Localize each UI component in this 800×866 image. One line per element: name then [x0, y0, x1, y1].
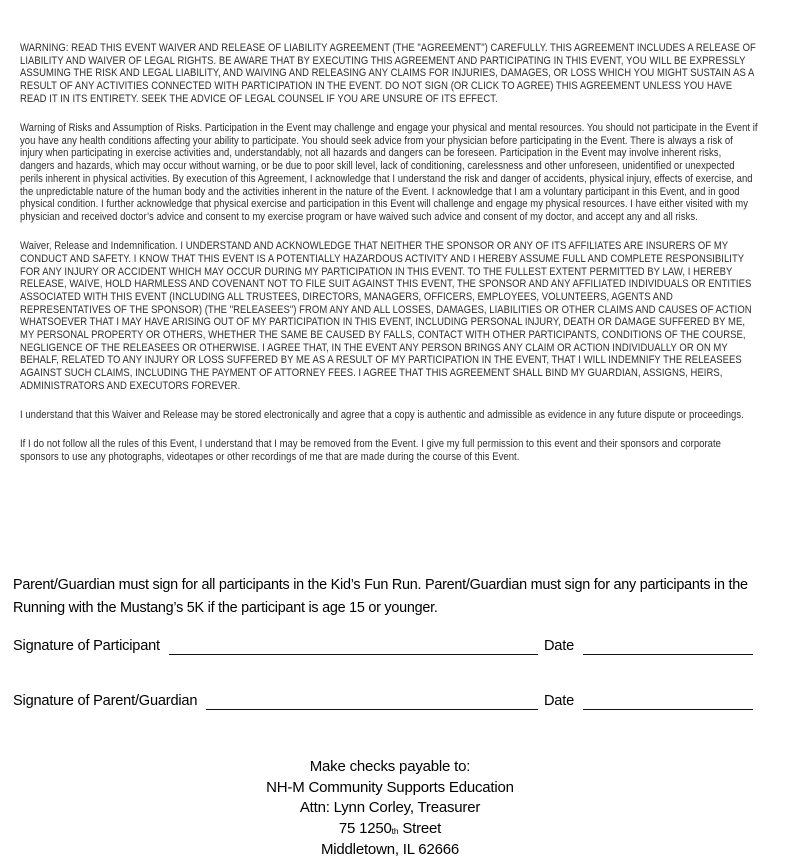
- paragraph-rules-media-permission: If I do not follow all the rules of this Event, I understand that I may be removed from the Event. I give my full permission to this event and their sponsors and corporate sponsors to use any photographs, videotapes or other recordings of me that are made during the course of this Event.: [20, 438, 721, 463]
- paragraph-electronic-storage: I understand that this Waiver and Release may be stored electronically and agree that a copy is authentic and admissible as evidence in any future dispute or proceedings.: [20, 409, 744, 422]
- guardian-signature-line: [206, 696, 538, 710]
- payment-instructions: [0, 757, 780, 861]
- street-address-ordinal: th: [391, 825, 399, 836]
- guardian-date-line: [583, 696, 753, 710]
- attention-line: Attn: Lynn Corley, Treasurer: [299, 799, 481, 816]
- participant-signature-row: [13, 638, 753, 655]
- street-address-number: 75 1250: [338, 819, 392, 837]
- payable-to-line: Make checks payable to:: [309, 758, 471, 775]
- participant-signature-label: Signature of Participant: [13, 638, 160, 654]
- participant-date-line: [583, 641, 753, 655]
- street-address-street: Street: [398, 819, 442, 837]
- street-address-line: [0, 819, 780, 841]
- parent-guardian-notice: Parent/Guardian must sign for all participants in the Kid’s Fun Run. Parent/Guardian must sign for any participants in the Running with the Mustang’s 5K if the participant is age 15 or younger.: [13, 577, 748, 616]
- city-state-zip-line: Middletown, IL 62666: [320, 841, 460, 858]
- paragraph-risk-assumption: Warning of Risks and Assumption of Risks. Participation in the Event may challenge and engage your physical and mental resources. You should not participate in the Event if you have any health conditions affecting your ability to participate. You should seek advice from your physician before participating in the Event. There is always a risk of injury when participating in exercise activities and, understandably, not all hazards and dangers can be foreseen. Participation in the Event may involve inherent risks, dangers and hazards, which may occur without warning, or be due to poor skill level, lack of conditioning, carelessness and other unforeseen, unidentified or unexpected perils inherent in physical activities. By execution of this Agreement, I acknowledge that I understand the risk and danger of accidents, physical injury, effects of exercise, and the unpredictable nature of the human body and the activities inherent in the nature of the Event. I acknowledge that I am a voluntary participant in this Event, and in good physical condition. I further acknowledge that physical exercise and participation in this Event will challenge and engage my physical resources. I have either visited with my physician and received doctor’s advice and consent to my exercise program or have waived such advice and consent of my doctor, and accept any and all risks.: [20, 122, 758, 223]
- guardian-signature-row: [13, 693, 753, 710]
- legal-text-block: [20, 42, 758, 480]
- organization-name: NH-M Community Supports Education: [266, 778, 514, 796]
- guardian-signature-label: Signature of Parent/Guardian: [13, 693, 198, 709]
- paragraph-warning: WARNING: READ THIS EVENT WAIVER AND RELEASE OF LIABILITY AGREEMENT (THE "AGREEMENT") CAREFULLY. THIS AGREEMENT INCLUDES A RELEASE OF LIABILITY AND WAIVER OF LEGAL RIGHTS. BE AWARE THAT BY EXECUTING THIS AGREEMENT AND PARTICIPATING IN THIS EVENT, YOU WILL BE EXPRESSLY ASSUMING THE RISK AND LEGAL LIABILITY, AND WAIVING AND RELEASING ANY CLAIMS FOR INJURIES, DAMAGES, OR LOSS WHICH YOU MIGHT SUSTAIN AS A RESULT OF ANY ACTIVITIES CONNECTED WITH PARTICIPATION IN THE EVENT. DO NOT SIGN (OR CLICK TO AGREE) THIS AGREEMENT UNLESS YOU HAVE READ IT IN ITS ENTIRETY. SEEK THE ADVICE OF LEGAL COUNSEL IF YOU ARE UNSURE OF ITS EFFECT.: [20, 42, 756, 105]
- participant-signature-line: [169, 641, 538, 655]
- participant-date-label: Date: [543, 638, 574, 654]
- paragraph-waiver-release: Waiver, Release and Indemnification. I UNDERSTAND AND ACKNOWLEDGE THAT NEITHER THE SPONSOR OR ANY OF ITS AFFILIATES ARE INSURERS OF MY CONDUCT AND SAFETY. I KNOW THAT THIS EVENT IS A POTENTIALLY HAZARDOUS ACTIVITY AND I HEREBY ASSUME FULL AND COMPLETE RESPONSIBILITY FOR ANY INJURY OR ACCIDENT WHICH MAY OCCUR DURING MY PARTICIPATION IN THIS EVENT. TO THE FULLEST EXTENT PERMITTED BY LAW, I HEREBY RELEASE, WAIVE, HOLD HARMLESS AND COVENANT NOT TO FILE SUIT AGAINST THIS EVENT, THE SPONSOR AND ANY AFFILIATED INDIVIDUALS OR ENTITIES ASSOCIATED WITH THIS EVENT (INCLUDING ALL TRUSTEES, DIRECTORS, MANAGERS, OFFICERS, EMPLOYEES, VOLUNTEERS, AGENTS AND REPRESENTATIVES OF THE SPONSOR) (THE "RELEASEES") FROM ANY AND ALL LOSSES, DAMAGES, LIABILITIES OR OTHER CLAIMS AND CAUSES OF ACTION WHATSOEVER THAT I MAY HAVE ARISING OUT OF MY PARTICIPATION IN THIS EVENT, INCLUDING PERSONAL INJURY, DEATH OR DAMAGE SUFFERED BY ME, MY PERSONAL PROPERTY OR OTHERS, WHETHER THE SAME BE CAUSED BY FALLS, CONTACT WITH OTHER PARTICIPANTS, CONDITIONS OF THE COURSE, NEGLIGENCE OF THE RELEASEES OR OTHERWISE. I AGREE THAT, IN THE EVENT ANY PERSON BRINGS ANY CLAIM OR ACTION INDIVIDUALLY OR ON MY BEHALF, RELATED TO ANY INJURY OR LOSS SUFFERED BY ME AS A RESULT OF MY PARTICIPATION IN THE EVENT, THAT I WILL INDEMNIFY THE RELEASEES AGAINST SUCH CLAIMS, INCLUDING THE PAYMENT OF ATTORNEY FEES. I AGREE THAT THIS AGREEMENT SHALL BIND MY GUARDIAN, ASSIGNS, HEIRS, ADMINISTRATORS AND EXECUTORS FOREVER.: [20, 240, 752, 392]
- guardian-date-label: Date: [543, 693, 574, 709]
